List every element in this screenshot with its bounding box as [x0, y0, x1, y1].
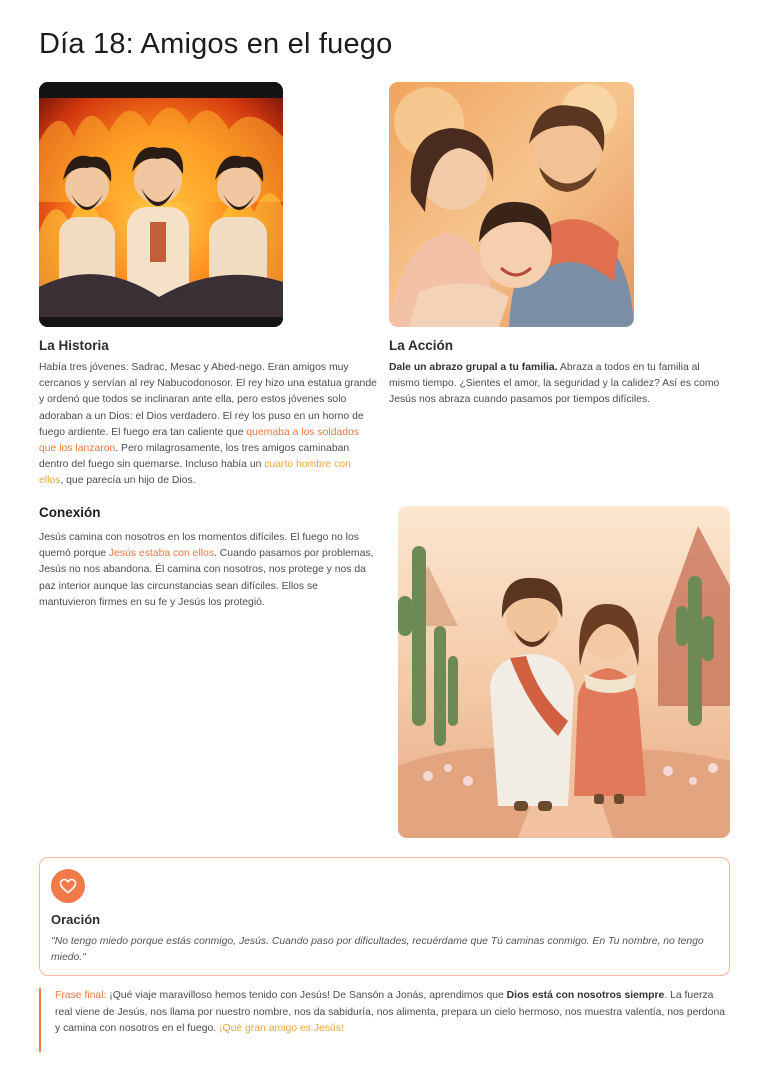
heart-icon-badge [51, 869, 85, 903]
conexion-title: Conexión [39, 505, 101, 520]
accion-text: Dale un abrazo grupal a tu familia. Abraza a todos en tu familia al mismo tiempo. ¿Sientes el amor, la seguridad y la calidez? Así es como Jesús nos abraza cuando pasamos por tiempos difíciles. [389, 362, 720, 406]
final-phrase: Frase final: ¡Qué viaje maravilloso hemos tenido con Jesús! De Sansón a Jonás, aprendimos que Dios está con nosotros siempre. La fuerza real viene de Jesús, nos llama por nuestro nombre, nos da sabiduría, nos alimenta, prepara un cielo hermoso, nos muestra valentía, nos perdona y camina con nosotros en el fuego. ¡Qué gran amigo es Jesús! [39, 988, 730, 1052]
accion-bold: Dale un abrazo grupal a tu familia. [389, 362, 558, 373]
historia-highlight-1: quemaba a los soldados que los lanzaron [39, 426, 360, 455]
final-label: Frase final: [55, 990, 107, 1001]
oracion-title: Oración [51, 912, 101, 927]
page-title: Día 18: Amigos en el fuego [39, 28, 393, 60]
historia-text: Había tres jóvenes: Sadrac, Mesac y Abed-nego. Eran amigos muy cercanos y servían al rey Nabucodonosor. El rey hizo una estatua grande y ordenó que todos se inclinaran ante ella, pero estos jóvenes solo adoraban a un Dios: el Dios verdadero. El rey los puso en un horno de fuego ardiente. El fuego era tan caliente que quemaba a los soldados que los lanzaron. Pero milagrosamente, los tres amigos caminaban dentro del fuego sin quemarse. Incluso había un cuarto hombre con ellos, que parecía un hijo de Dios. [39, 362, 377, 487]
family-hug-illustration [389, 82, 634, 327]
heart-icon [59, 878, 77, 894]
three-friends-in-fire-illustration [39, 82, 283, 327]
oracion-text: "No tengo miedo porque estás conmigo, Jesús. Cuando paso por dificultades, recuérdame que Tú caminas conmigo. En Tu nombre, no tengo miedo." [51, 936, 704, 963]
jesus-walking-with-girl-illustration [398, 506, 730, 838]
accion-title: La Acción [389, 338, 454, 353]
conexion-highlight: Jesús estaba con ellos [108, 548, 215, 560]
final-bold: Dios está con nosotros siempre [506, 990, 665, 1001]
historia-highlight-2: cuarto hombre con ellos [39, 459, 351, 487]
historia-title: La Historia [39, 338, 109, 353]
final-highlight: ¡Qué gran amigo es Jesús! [219, 1023, 344, 1035]
conexion-text: Jesús camina con nosotros en los momentos difíciles. El fuego no los quemó porque Jesús estaba con ellos. Cuando pasamos por problemas, Jesús no nos abandona. Él camina con nosotros, nos protege y nos da paz interior aunque las circunstancias sean difíciles. Ellos se mantuvieron firmes en su fe y Jesús los protegió. [39, 532, 374, 608]
prayer-box [39, 857, 730, 976]
